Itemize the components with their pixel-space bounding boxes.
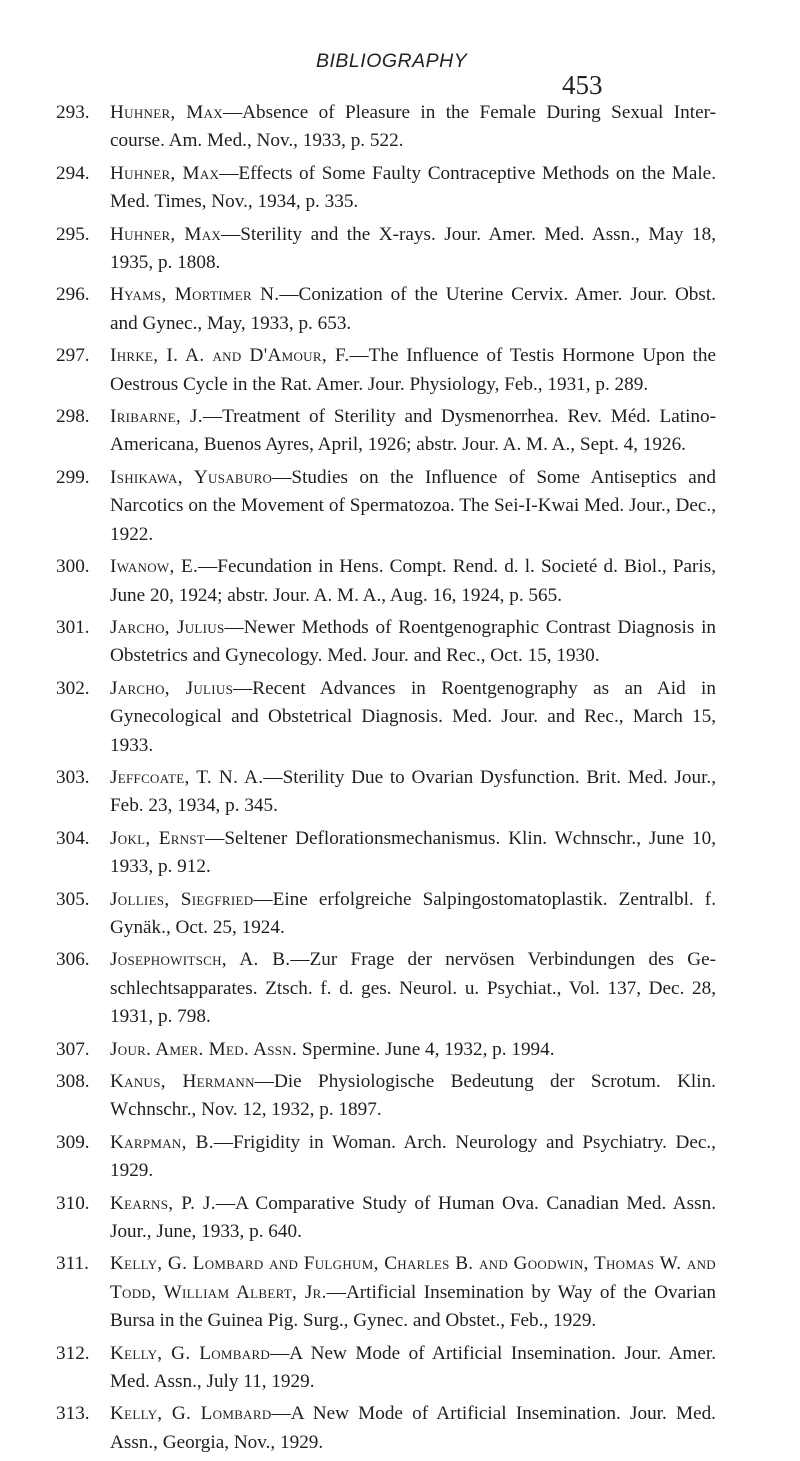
page-number: 453 <box>562 70 603 100</box>
bibliography-entry <box>0 221 800 278</box>
entry-text: —Recent Advances in Roentgenography as an Aid in Gynecological and Obstetrical Diagnosis. Med. Jour. and Rec., March 15, 1933. <box>110 677 716 756</box>
entry-text: —A Comparative Study of Human Ova. Canadian Med. Assn. Jour., June, 1933, p. 640. <box>110 1192 716 1243</box>
entry-text: —A New Mode of Artificial Insemination. Jour. Med. Assn., Georgia, Nov., 1929. <box>110 1403 716 1453</box>
entry-number: 309. <box>56 1131 90 1153</box>
entry-number: 301. <box>56 616 90 638</box>
entry-text: —Eine erfolgreiche Salpingostomatoplastik. Zentralbl. f. Gynäk., Oct. 25, 1924. <box>110 888 716 938</box>
entry-number: 306. <box>56 949 90 971</box>
entry-text: —Conization of the Uterine Cervix. Amer. Jour. Obst. and Gynec., May, 1933, p. 653. <box>110 284 716 334</box>
entry-text: —Sterility and the X-rays. Jour. Amer. Med. Assn., May 18, 1935, p. 1808. <box>110 223 716 274</box>
bibliography-list <box>0 99 800 1461</box>
entry-number: 311. <box>56 1253 89 1275</box>
entry-author: Ihrke, I. A. and D'Amour, F. <box>110 345 350 367</box>
entry-author: Josephowitsch, A. B. <box>110 949 291 971</box>
entry-author: Jour. Amer. Med. Assn. <box>110 1038 298 1060</box>
entry-text: —Artificial Insemination by Way of the Ovarian Bursa in the Guinea Pig. Surg., Gynec. and Obstet., Feb., 1929. <box>110 1281 716 1332</box>
entry-author: Jollies, Siegfried <box>110 888 254 910</box>
entry-author: Kearns, P. J. <box>110 1192 216 1214</box>
bibliography-entry <box>0 403 800 460</box>
bibliography-entry <box>0 1400 800 1457</box>
entry-text: —Seltener Deflorationsmechanismus. Klin. Wchnschr., June 10, 1933, p. 912. <box>110 827 716 878</box>
entry-text: —Frigidity in Woman. Arch. Neurology and Psychiatry. Dec., 1929. <box>110 1131 716 1182</box>
entry-number: 300. <box>56 556 90 578</box>
entry-author: Kelly, G. Lombard <box>110 1342 271 1364</box>
bibliography-entry <box>0 675 800 760</box>
bibliography-entry <box>0 342 800 399</box>
entry-number: 302. <box>56 677 90 699</box>
entry-author: Iwanow, E. <box>110 556 199 578</box>
entry-number: 304. <box>56 827 90 849</box>
entry-author: Kanus, Hermann <box>110 1071 255 1092</box>
bibliography-entry <box>0 764 800 821</box>
bibliography-entry <box>0 553 800 610</box>
entry-number: 313. <box>56 1403 90 1425</box>
entry-number: 297. <box>56 345 90 367</box>
bibliography-entry <box>0 464 800 549</box>
entry-text: —Treatment of Sterility and Dysmenorrhea. Rev. Méd. Latino-Americana, Buenos Ayres, April, 1926; abstr. Jour. A. M. A., Sept. 4, 1926. <box>110 406 716 456</box>
entry-text: —Newer Methods of Roentgenographic Contrast Diagnosis in Obstetrics and Gynecology. Med. Jour. and Rec., Oct. 15, 1930. <box>110 616 716 667</box>
entry-number: 299. <box>56 466 90 488</box>
entry-author: Jarcho, Julius <box>110 616 225 638</box>
entry-number: 295. <box>56 223 90 245</box>
running-head: BIBLIOGRAPHY <box>316 50 468 72</box>
entry-number: 303. <box>56 766 90 788</box>
entry-author: Jokl, Ernst <box>110 827 206 849</box>
bibliography-entry <box>0 1190 800 1247</box>
bibliography-entry <box>0 99 800 156</box>
entry-text: —Zur Frage der nervösen Verbindungen des Ge-schlechtsapparates. Ztsch. f. d. ges. Neurol. u. Psychiat., Vol. 137, Dec. 28, 1931, p. 798. <box>110 949 716 1028</box>
entry-number: 298. <box>56 406 90 428</box>
bibliography-entry <box>0 1129 800 1186</box>
entry-author: Jeffcoate, T. N. A. <box>110 766 264 788</box>
entry-author: Hyams, Mortimer N. <box>110 284 280 306</box>
entry-number: 307. <box>56 1038 90 1060</box>
entry-text: —A New Mode of Artificial Insemination. Jour. Amer. Med. Assn., July 11, 1929. <box>110 1342 716 1393</box>
entry-author: Kelly, G. Lombard <box>110 1403 272 1425</box>
entry-number: 293. <box>56 102 90 123</box>
bibliography-entry <box>0 160 800 217</box>
entry-number: 310. <box>56 1192 90 1214</box>
bibliography-entry <box>0 281 800 338</box>
entry-author: Huhner, Max <box>110 223 222 245</box>
entry-number: 294. <box>56 162 90 184</box>
bibliography-entry <box>0 1036 800 1064</box>
entry-text: —The Influence of Testis Hormone Upon the Oestrous Cycle in the Rat. Amer. Jour. Physiology, Feb., 1931, p. 289. <box>110 345 716 395</box>
entry-author: Iribarne, J. <box>110 406 203 428</box>
entry-text: —Effects of Some Faulty Contraceptive Methods on the Male. Med. Times, Nov., 1934, p. 335. <box>110 162 716 213</box>
entry-number: 312. <box>56 1342 90 1364</box>
entry-number: 305. <box>56 888 90 910</box>
entry-text: —Studies on the Influence of Some Antiseptics and Narcotics on the Movement of Spermatozoa. The Sei-I-Kwai Med. Jour., Dec., 1922. <box>110 466 716 545</box>
bibliography-entry <box>0 1068 800 1125</box>
entry-author: Ishikawa, Yusaburo <box>110 466 273 488</box>
entry-text: —Die Physiologische Bedeutung der Scrotum. Klin. Wchnschr., Nov. 12, 1932, p. 1897. <box>110 1071 716 1121</box>
entry-text: —Absence of Pleasure in the Female During Sexual Inter-course. Am. Med., Nov., 1933, p. 522. <box>110 102 716 152</box>
entry-author: Jarcho, Julius <box>110 677 234 699</box>
bibliography-entry <box>0 946 800 1031</box>
bibliography-entry <box>0 1340 800 1397</box>
bibliography-entry <box>0 886 800 943</box>
entry-text: —Fecundation in Hens. Compt. Rend. d. l. Societé d. Biol., Paris, June 20, 1924; abstr. Jour. A. M. A., Aug. 16, 1924, p. 565. <box>110 556 717 606</box>
entry-author: Karpman, B. <box>110 1131 214 1153</box>
entry-number: 296. <box>56 284 90 306</box>
entry-author: Huhner, Max <box>110 102 223 123</box>
bibliography-entry <box>0 825 800 882</box>
bibliography-entry <box>0 1250 800 1335</box>
entry-number: 308. <box>56 1071 90 1092</box>
entry-text: —Sterility Due to Ovarian Dysfunction. Brit. Med. Jour., Feb. 23, 1934, p. 345. <box>110 766 716 817</box>
bibliography-entry <box>0 614 800 671</box>
entry-author: Kelly, G. Lombard and Fulghum, Charles B. and Goodwin, Thomas W. and Todd, William Albert, Jr. <box>110 1253 716 1303</box>
entry-author: Huhner, Max <box>110 162 220 184</box>
entry-text: Spermine. June 4, 1932, p. 1994. <box>297 1038 555 1060</box>
